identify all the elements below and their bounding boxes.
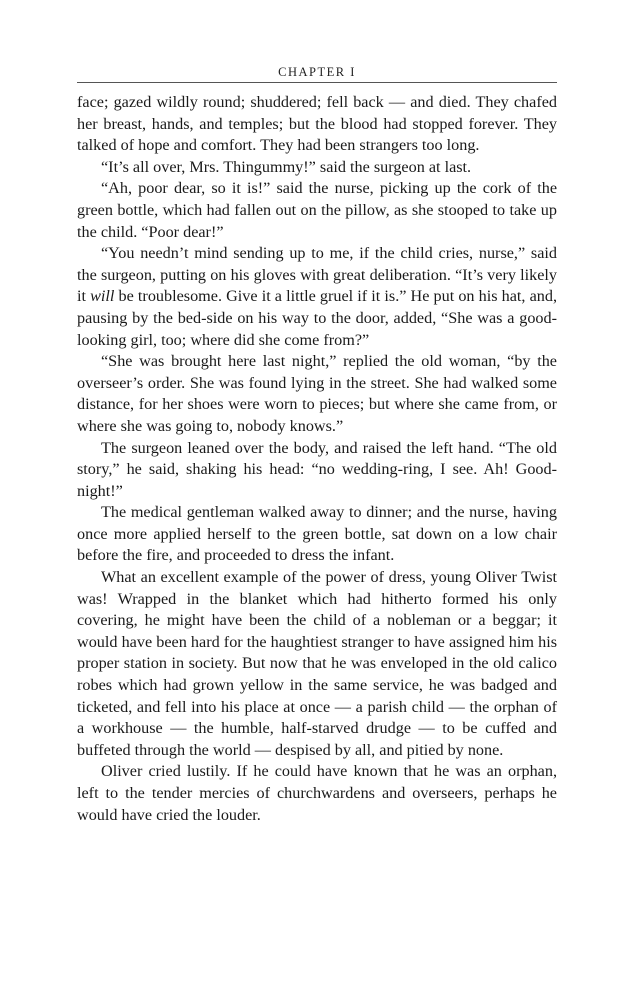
- paragraph-5: [77, 351, 557, 437]
- paragraph-text: What an excellent example of the power of dress, young Oliver Twist was! Wrapped in the blanket which had hitherto formed his only covering, he might have been the child of a nobleman or a beggar; it would have been hard for the haughtiest stranger to have assigned him his proper station in society. But now that he was enveloped in the old calico robes which had grown yellow in the same service, he was badged and ticketed, and fell into his place at once — a parish child — the orphan of a workhouse — the humble, half-starved drudge — to be cuffed and buffeted through the world — despised by all, and pitied by none.: [77, 568, 557, 759]
- paragraph-text: The surgeon leaned over the body, and raised the left hand. “The old story,” he said, shaking his head: “no wedding-ring, I see. Ah! Good-night!”: [77, 438, 557, 500]
- paragraph-text: “She was brought here last night,” replied the old woman, “by the overseer’s order. She was found lying in the street. She had walked some distance, for her shoes were worn to pieces; but where she came from, or where she was going to, nobody knows.”: [77, 352, 557, 435]
- paragraph-2: [77, 157, 557, 179]
- paragraph-3: [77, 178, 557, 243]
- paragraph-text: “Ah, poor dear, so it is!” said the nurse, picking up the cork of the green bottle, which had fallen out on the pillow, as she stooped to take up the child. “Poor dear!”: [77, 179, 557, 241]
- paragraph-8: [77, 567, 557, 761]
- paragraph-1: [77, 92, 557, 157]
- paragraph-text: be troublesome. Give it a little gruel if it is.” He put on his hat, and, pausing by the bed-side on his way to the door, added, “She was a good-looking girl, too; where did she come from?”: [77, 287, 558, 349]
- paragraph-text: The medical gentleman walked away to dinner; and the nurse, having once more applied herself to the green bottle, sat down on a low chair before the fire, and proceeded to dress the infant.: [77, 503, 557, 565]
- header-rule: [77, 82, 557, 83]
- paragraph-text: “It’s all over, Mrs. Thingummy!” said the surgeon at last.: [101, 157, 472, 176]
- paragraph-text: “You needn’t mind sending up to me, if the child cries, nurse,” said the surgeon, putting on his gloves with great deliberation. “It’s very likely it: [77, 244, 557, 306]
- paragraph-text: face; gazed wildly round; shuddered; fell back — and died. They chafed her breast, hands, and temples; but the blood had stopped forever. They talked of hope and comfort. They had been strangers too long.: [77, 93, 557, 155]
- emphasis-text: will: [90, 287, 115, 306]
- paragraph-6: [77, 438, 557, 503]
- paragraph-7: [77, 502, 557, 567]
- paragraph-9: [77, 761, 557, 826]
- paragraph-4: [77, 243, 557, 351]
- paragraph-text: Oliver cried lustily. If he could have known that he was an orphan, left to the tender mercies of churchwardens and overseers, perhaps he would have cried the louder.: [77, 762, 557, 824]
- running-head: CHAPTER I: [278, 65, 356, 79]
- body-text: [77, 92, 557, 826]
